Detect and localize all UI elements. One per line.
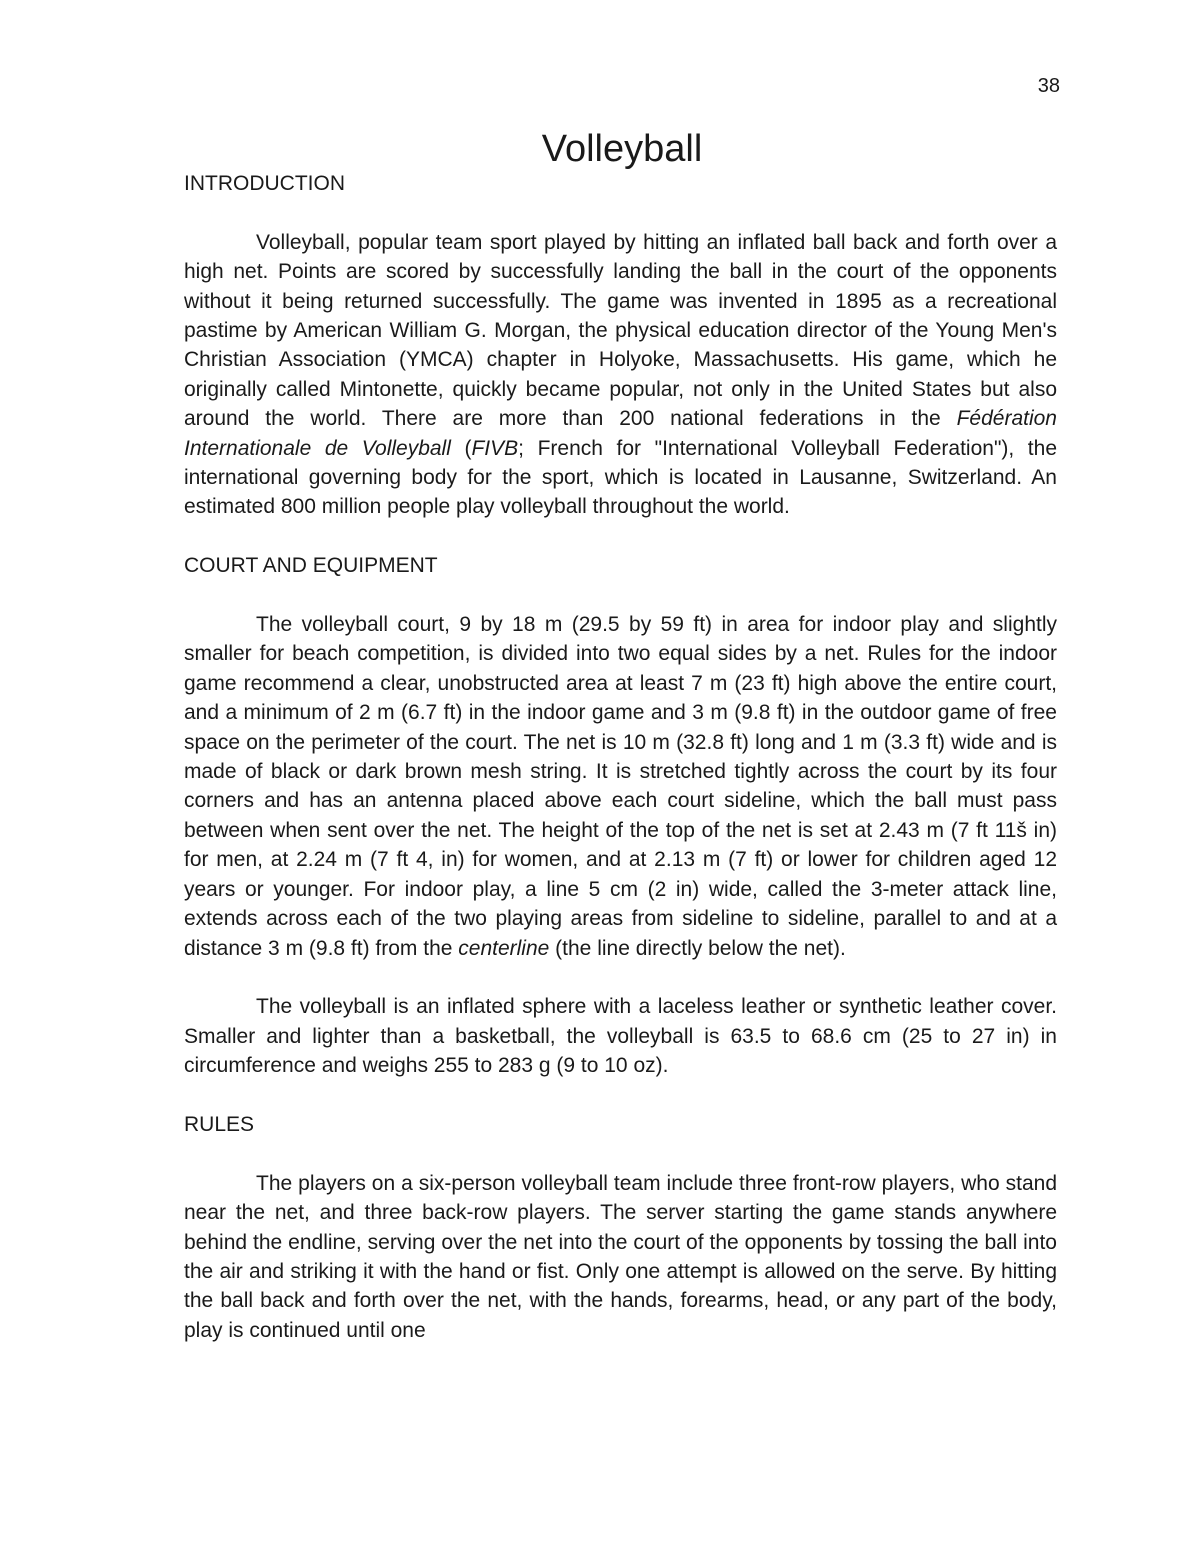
spacer [184,198,1057,227]
text-run: (the line directly below the net). [549,936,846,960]
paragraph-court [184,610,1057,963]
section-heading-court-and-equipment: COURT AND EQUIPMENT [184,554,438,578]
spacer [184,963,1057,992]
spacer [184,1081,1057,1110]
text-run: ; French for "International Volleyball Federation"), the international governing body for the sport, which is located in Lausanne, Switzerland. An estimated 800 million people play volleyball throughout the world. [184,436,1058,519]
italic-run: centerline [458,936,550,960]
document-title: Volleyball [541,128,703,170]
text-run: Volleyball, popular team sport played by hitting an inflated ball back and forth over a high net. Points are scored by successfully landing the ball in the court of the opponents without it being returned successfully. The game was invented in 1895 as a recreational pastime by American William G. Morgan, the physical education director of the Young Men's Christian Association (YMCA) chapter in Holyoke, Massachusetts. His game, which he originally called Mintonette, quickly became popular, not only in the United States but also around the world. There are more than 200 national federations in the [184,230,1057,431]
italic-run: Fédération Internationale de Volleyball [184,407,1057,460]
section-heading-rules: RULES [184,1112,255,1136]
text-run: ( [450,436,472,460]
italic-run: FIVB [471,436,519,460]
spacer [184,581,1057,610]
paragraph-volleyball-ball: The volleyball is an inflated sphere with a laceless leather or synthetic leather cover. Smaller and lighter than a basketball, the volleyball is 63.5 to 68.6 cm (25 to 27 in) in circumference and weighs 255 to 283 g (9 to 10 oz). [184,995,1057,1078]
section-heading-introduction: INTRODUCTION [184,172,345,195]
spacer [184,1139,1057,1168]
paragraph-introduction [184,228,1057,522]
text-run: The volleyball court, 9 by 18 m (29.5 by 59 ft) in area for indoor play and slightly smaller for beach competition, is divided into two equal sides by a net. Rules for the indoor game recommend a clear, unobstructed area at least 7 m (23 ft) high above the entire court, and a minimum of 2 m (6.7 ft) in the indoor game and 3 m (9.8 ft) in the outdoor game of free space on the perimeter of the court. The net is 10 m (32.8 ft) long and 1 m (3.3 ft) wide and is made of black or dark brown mesh string. It is stretched tightly across the court by its four corners and has an antenna placed above each court sideline, which the ball must pass between when sent over the net. The height of the top of the net is set at 2.43 m (7 ft 11š in) for men, at 2.24 m (7 ft 4, in) for women, and at 2.13 m (7 ft) or lower for children aged 12 years or younger. For indoor play, a line 5 cm (2 in) wide, called the 3-meter attack line, extends across each of the two playing areas from sideline to sideline, parallel to and at a distance 3 m (9.8 ft) from the [184,613,1057,960]
paragraph-rules: The players on a six-person volleyball team include three front-row players, who stand near the net, and three back-row players. The server starting the game stands anywhere behind the endline, serving over the net into the court of the opponents by tossing the ball into the air and striking it with the hand or fist. Only one attempt is allowed on the serve. By hitting the ball back and forth over the net, with the hands, forearms, head, or any part of the body, play is continued until one [184,1171,1057,1342]
spacer [184,522,1057,551]
page-number: 38 [1037,75,1060,97]
document-body [184,169,1057,1345]
